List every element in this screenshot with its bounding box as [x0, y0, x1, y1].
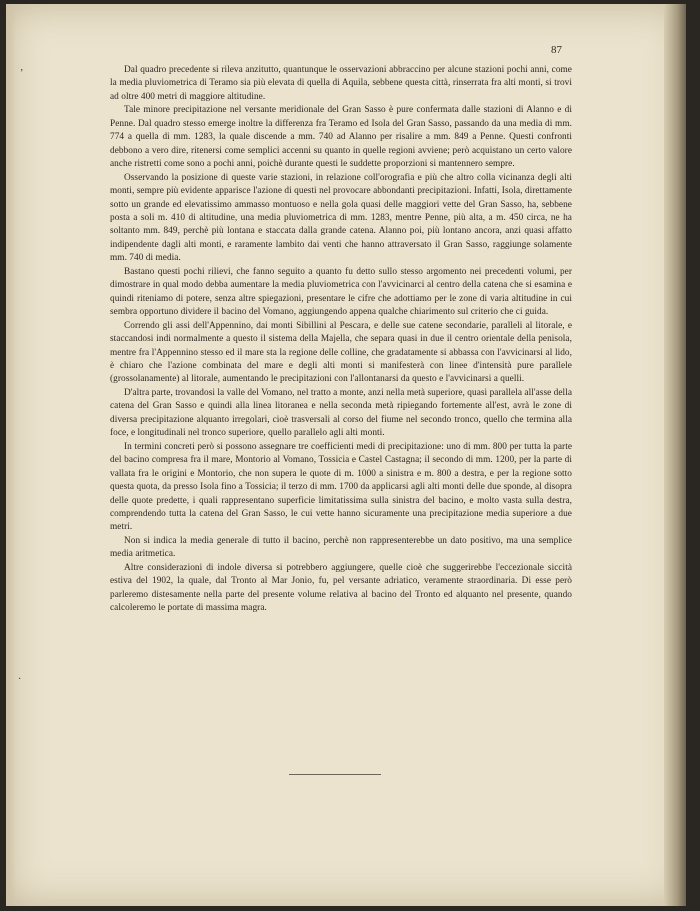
margin-mark-icon: ʼ [20, 68, 24, 79]
paragraph: D'altra parte, trovandosi la valle del Vomano, nel tratto a monte, anzi nella metà superiore, quasi parallela all'asse della catena del Gran Sasso e quindi alla linea litoranea e nella seconda metà ripiegando fortemente all'est, avrà le zone di diversa precipitazione alquanto irregolari, cioè trasversali al corso del fiume nel secondo tronco, quello che termina alla foce, e longitudinali nel tronco superiore, quello parallelo agli alti monti. [110, 387, 572, 439]
book-page [6, 4, 686, 906]
paragraph: Altre considerazioni di indole diversa si potrebbero aggiungere, quelle cioè che suggerirebbe l'eccezionale siccità estiva del 1902, la quale, dal Tronto al Mar Jonio, fu, pel versante adriatico, veramente straordinaria. Di esse però parleremo distesamente nella parte del presente volume relativa al bacino del Tronto ed alquanto nel presente, quando calcoleremo le portate di massima magra. [110, 562, 572, 614]
margin-mark-icon: · [18, 674, 22, 685]
paragraph: In termini concreti però si possono assegnare tre coefficienti medi di precipitazione: uno di mm. 800 per tutta la parte del bacino compresa fra il mare, Montorio al Vomano, Tossicia e Castel Castagna; il secondo di mm. 1200, per la parte di vallata fra le origini e Montorio, che non supera le quote di m. 1000 a sinistra e m. 800 a destra, e per la regione sotto questa quota, da presso Isola fino a Tossicia; il terzo di mm. 1700 da applicarsi agli alti monti delle due sponde, al disopra delle quote predette, i quali rappresentano superficie limitatissima sulla sinistra del bacino, e molto vasta sulla destra, comprendendo tutta la catena del Gran Sasso, le cui vette hanno sicuramente una precipitazione media superiore a due metri. [110, 441, 572, 533]
paragraph: Non si indica la media generale di tutto il bacino, perchè non rappresenterebbe un dato positivo, ma una semplice media aritmetica. [110, 535, 572, 560]
page-number: 87 [551, 44, 562, 56]
paragraph: Tale minore precipitazione nel versante meridionale del Gran Sasso è pure confermata dalle stazioni di Alanno e di Penne. Dal quadro stesso emerge inoltre la differenza fra Teramo ed Isola del Gran Sasso, passando da una media di mm. 774 a quella di mm. 1283, la quale discende a mm. 740 ad Alanno per risalire a mm. 849 a Penne. Questi confronti debbono a vero dire, ritenersi come semplici accenni su quanto in quelle regioni avviene; però acquistano un certo valore anche ristretti come sono a pochi anni, poichè durante questi le suddette proporzioni si mantennero sempre. [110, 105, 572, 170]
page-binding-shadow [664, 4, 686, 906]
body-text [110, 64, 572, 616]
page-left-edge [6, 4, 16, 906]
closing-rule [289, 774, 381, 775]
paragraph: Correndo gli assi dell'Appennino, dai monti Sibillini al Pescara, e delle sue catene secondarie, paralleli al litorale, e staccandosi indi normalmente a questo il sistema della Majella, che separa quasi in due il centro orientale della penisola, mentre fra l'Appennino stesso ed il mare sta la regione delle colline, che gradatamente si abbassa con l'avvicinarsi al lido, è chiaro che l'azione combinata del mare e degli alti monti si manifesterà con linee d'intensità pure parallele (grossolanamente) al litorale, aumentando le precipitazioni con l'allontanarsi da questo e l'avvicinarsi a quelli. [110, 320, 572, 385]
paragraph: Dal quadro precedente si rileva anzitutto, quantunque le osservazioni abbraccino per alcune stazioni pochi anni, come la media pluviometrica di Teramo sia più elevata di quella di Aquila, sebbene questa città, rinserrata fra alti monti, si trovi ad oltre 400 metri di maggiore altitudine. [110, 65, 572, 102]
paragraph: Osservando la posizione di queste varie stazioni, in relazione coll'orografia e più che altro colla vicinanza degli alti monti, sempre più evidente apparisce l'azione di questi nel provocare abbondanti precipitazioni. Infatti, Isola, direttamente sotto un grande ed elevatissimo ammasso montuoso e nella gola quasi delle maggiori vette del Gran Sasso, ha, sebbene posta a soli m. 410 di altitudine, una media pluviometrica di mm. 1283, mentre Penne, più alta, a m. 450 circa, ne ha soltanto mm. 849, perchè più lontana e staccata dalla grande catena. Alanno poi, più lontano ancora, anzi quasi affatto indipendente dagli alti monti, e raramente lambito dai venti che hanno attraversato il Gran Sasso, raggiunge solamente mm. 740 di media. [110, 172, 572, 264]
paragraph: Bastano questi pochi rilievi, che fanno seguito a quanto fu detto sullo stesso argomento nei precedenti volumi, per dimostrare in qual modo debba aumentare la media pluviometrica con l'avvicinarci al centro della catena che si esamina e quindi riteniamo di potere, senza altre spiegazioni, presentare le cifre che adottiamo per le zone di varia altitudine in cui sembra opportuno dividere il bacino del Vomano, aggiungendo appena qualche chiarimento sul criterio che ci guida. [110, 266, 572, 318]
